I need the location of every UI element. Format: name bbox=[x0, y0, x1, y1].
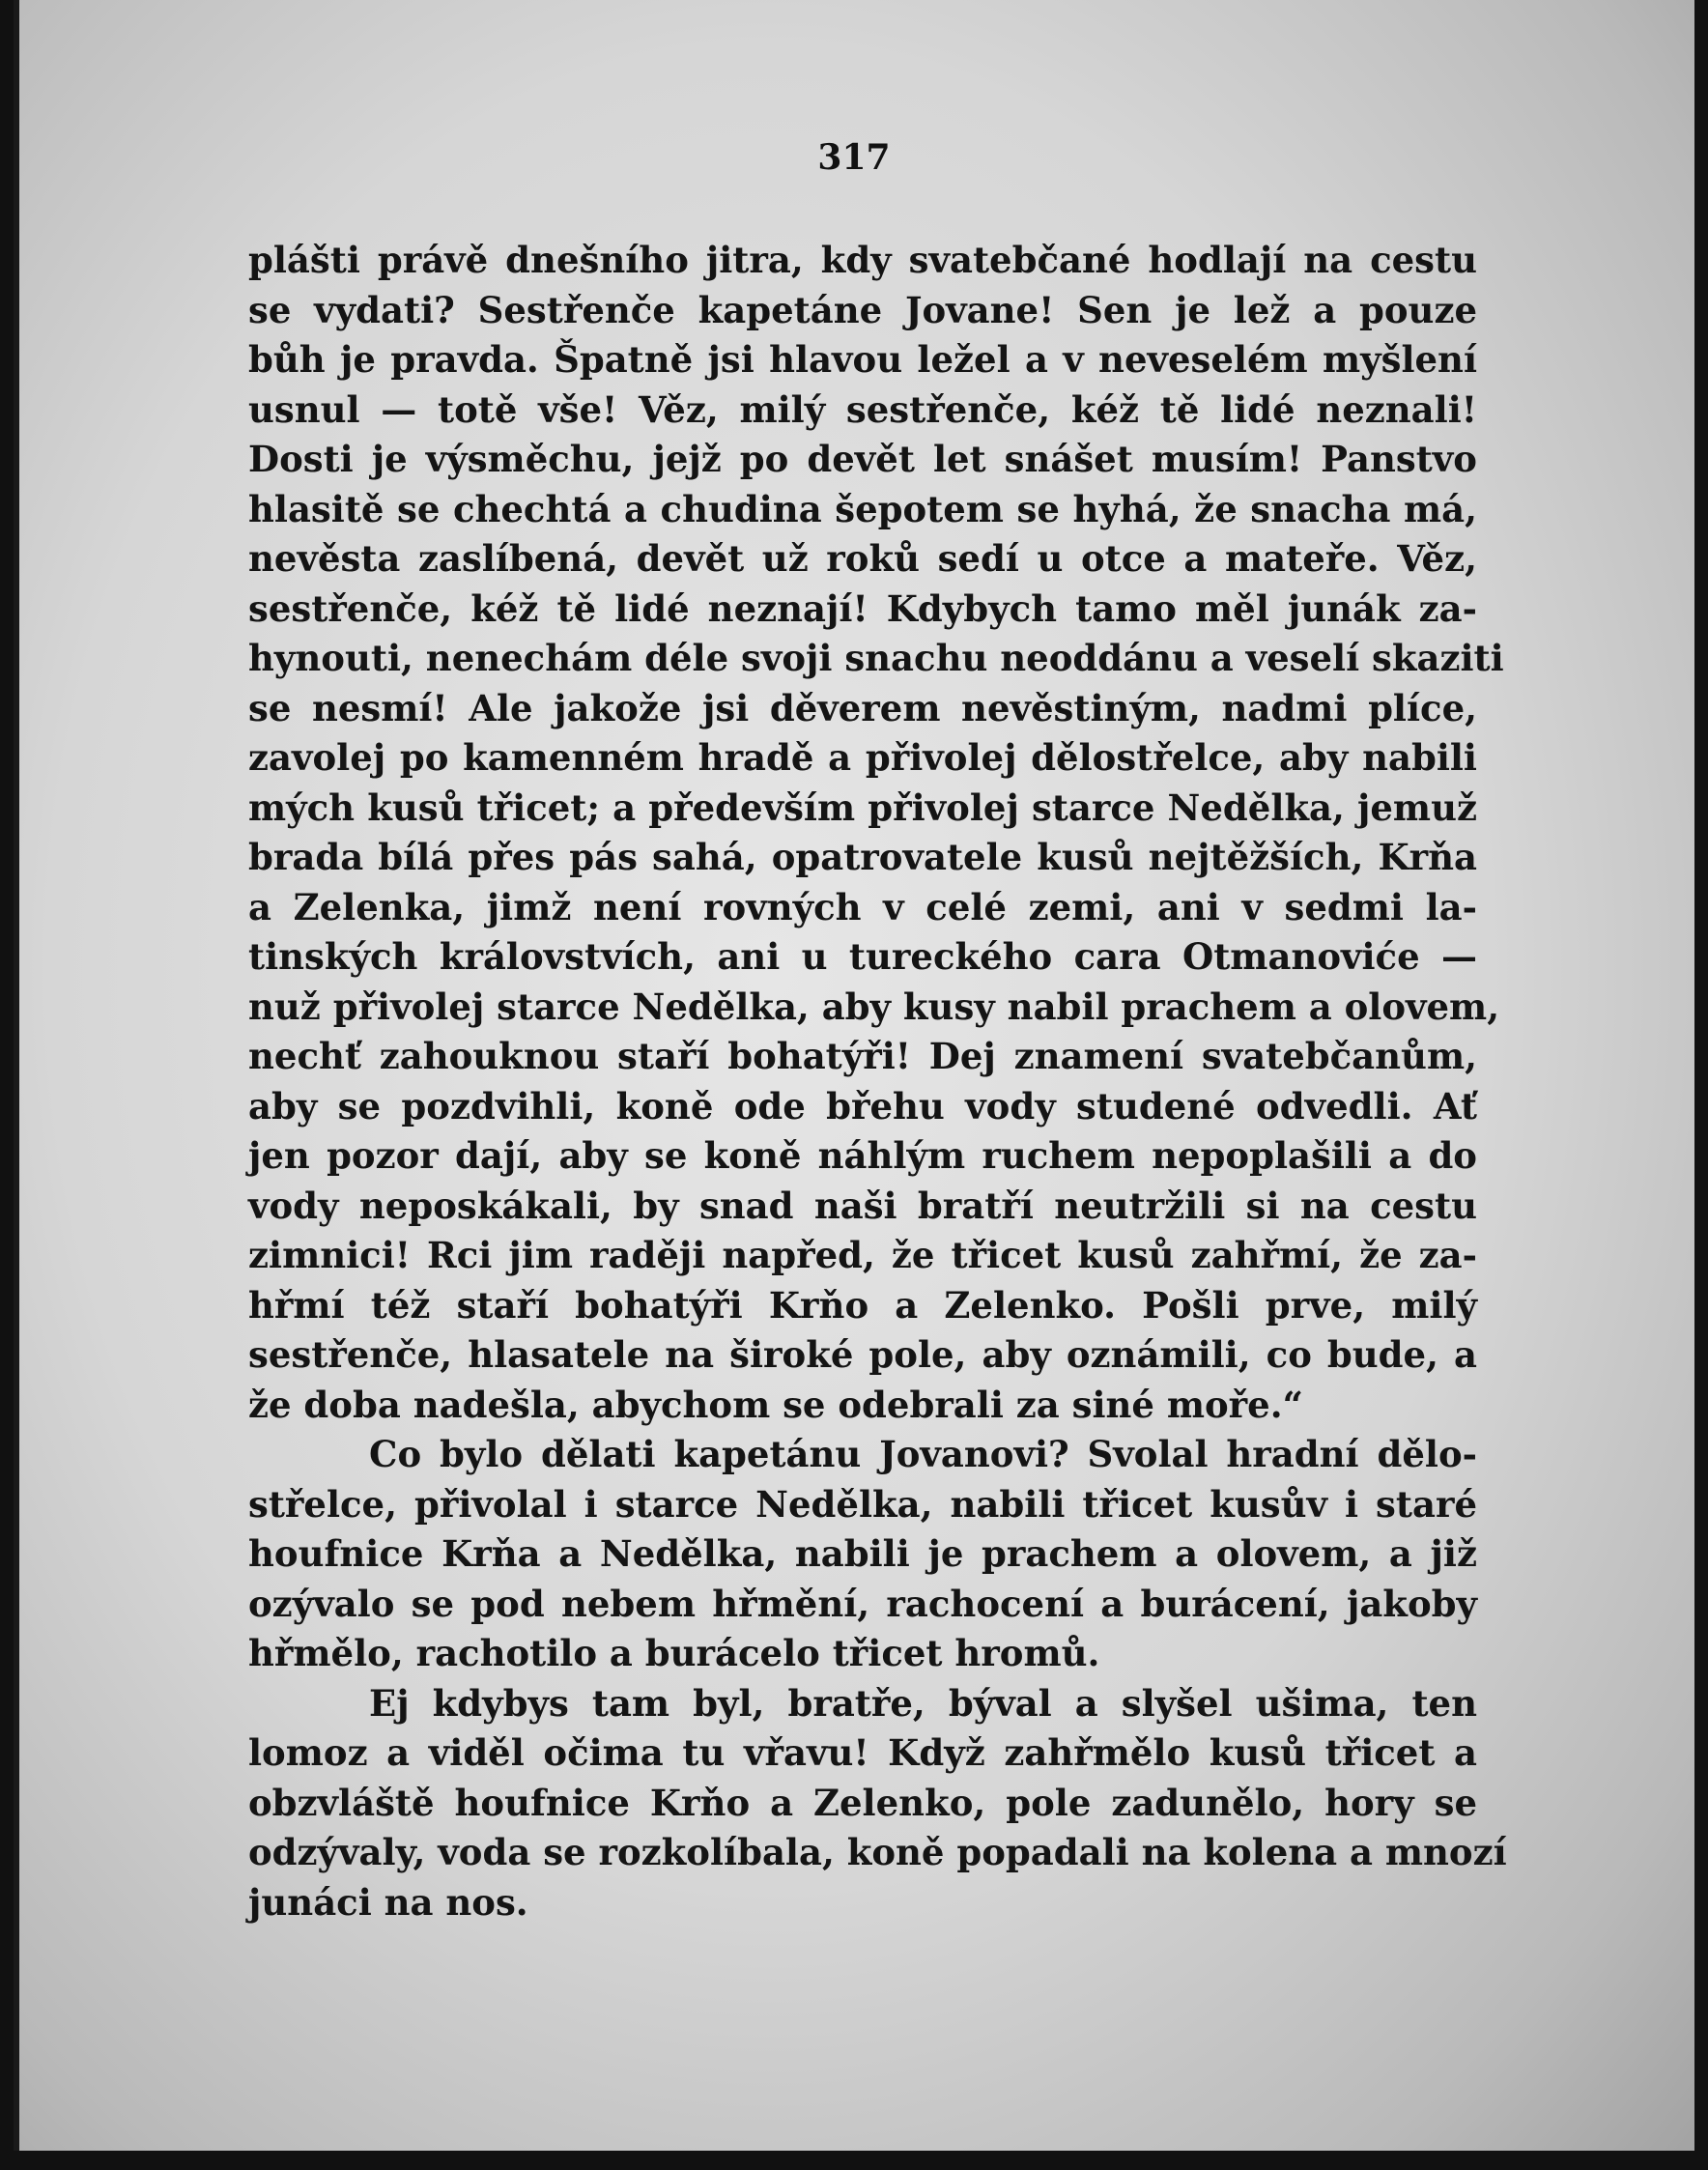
text-line: sestřenče, hlasatele na široké pole, aby oznámili, co bude, a bbox=[248, 1333, 1477, 1376]
body-text bbox=[248, 236, 1507, 1927]
text-line: Co bylo dělati kapetánu Jovanovi? Svolal hradní dělo- bbox=[369, 1433, 1477, 1475]
text-line: Ej kdybys tam byl, bratře, býval a slyšel ušima, ten bbox=[369, 1681, 1477, 1725]
text-line: zimnici! Rci jim raději napřed, že třicet kusů zahřmí, že za- bbox=[248, 1234, 1477, 1276]
text-line: střelce, přivolal i starce Nedělka, nabili třicet kusův i staré bbox=[248, 1482, 1477, 1526]
text-line: bůh je pravda. Špatně jsi hlavou ležel a v neveselém myšlení bbox=[248, 338, 1477, 381]
text-line: nevěsta zaslíbená, devět už roků sedí u otce a mateře. Věz, bbox=[248, 537, 1477, 580]
text-line: ozývalo se pod nebem hřmění, rachocení a burácení, jakoby bbox=[248, 1582, 1477, 1625]
text-line: lomoz a viděl očima tu vřavu! Když zahřmělo kusů třicet a bbox=[248, 1731, 1477, 1774]
text-line: aby se pozdvihli, koně ode břehu vody studené odvedli. Ať bbox=[248, 1084, 1477, 1128]
text-line: hynouti, nenechám déle svoji snachu neoddánu a veselí skaziti bbox=[248, 637, 1504, 679]
text-line: hlasitě se chechtá a chudina šepotem se hyhá, že snacha má, bbox=[248, 487, 1477, 530]
text-line: houfnice Krňa a Nedělka, nabili je prachem a olovem, a již bbox=[248, 1532, 1477, 1575]
text-line: plášti právě dnešního jitra, kdy svatebčané hodlají na cestu bbox=[248, 239, 1477, 281]
text-line: sestřenče, kéž tě lidé neznají! Kdybych tamo měl junák za- bbox=[248, 586, 1477, 630]
text-line: usnul — totě vše! Věz, milý sestřenče, kéž tě lidé neznali! bbox=[248, 387, 1477, 431]
text-line: se nesmí! Ale jakože jsi děverem nevěstiným, nadmi plíce, bbox=[248, 686, 1477, 729]
text-line: obzvláště houfnice Krňo a Zelenko, pole zadunělo, hory se bbox=[248, 1781, 1477, 1824]
page-number: 317 bbox=[817, 137, 891, 178]
text-line: jen pozor dají, aby se koně náhlým ruchem nepoplašili a do bbox=[248, 1134, 1477, 1177]
text-line: Dosti je výsměchu, jejž po devět let snášet musím! Panstvo bbox=[248, 438, 1477, 480]
text-line: nechť zahouknou staří bohatýři! Dej znamení svatebčanům, bbox=[248, 1035, 1477, 1077]
text-line: nuž přivolej starce Nedělka, aby kusy nabil prachem a olovem, bbox=[248, 985, 1500, 1028]
text-line: že doba nadešla, abychom se odebrali za siné moře.“ bbox=[248, 1383, 1303, 1426]
text-line: zavolej po kamenném hradě a přivolej dělostřelce, aby nabili bbox=[248, 736, 1477, 779]
text-line: brada bílá přes pás sahá, opatrovatele kusů nejtěžších, Krňa bbox=[248, 836, 1477, 878]
text-line: hřmělo, rachotilo a burácelo třicet hromů. bbox=[248, 1632, 1100, 1674]
text-line: a Zelenka, jimž není rovných v celé zemi, ani v sedmi la- bbox=[248, 885, 1477, 928]
text-line: junáci na nos. bbox=[248, 1880, 528, 1924]
text-line: tinských královstvích, ani u tureckého cara Otmanoviće — bbox=[248, 935, 1477, 978]
text-line: se vydati? Sestřenče kapetáne Jovane! Sen je lež a pouze bbox=[248, 288, 1477, 331]
book-page bbox=[14, 0, 1694, 2151]
text-line: hřmí též staří bohatýři Krňo a Zelenko. Pošli prve, milý bbox=[248, 1283, 1477, 1327]
text-line: mých kusů třicet; a především přivolej starce Nedělka, jemuž bbox=[248, 785, 1477, 829]
text-line: odzývaly, voda se rozkolíbala, koně popadali na kolena a mnozí bbox=[248, 1831, 1507, 1873]
text-line: vody neposkákali, by snad naši bratří neutržili si na cestu bbox=[248, 1184, 1477, 1227]
page-edge-rule bbox=[14, 0, 19, 2151]
